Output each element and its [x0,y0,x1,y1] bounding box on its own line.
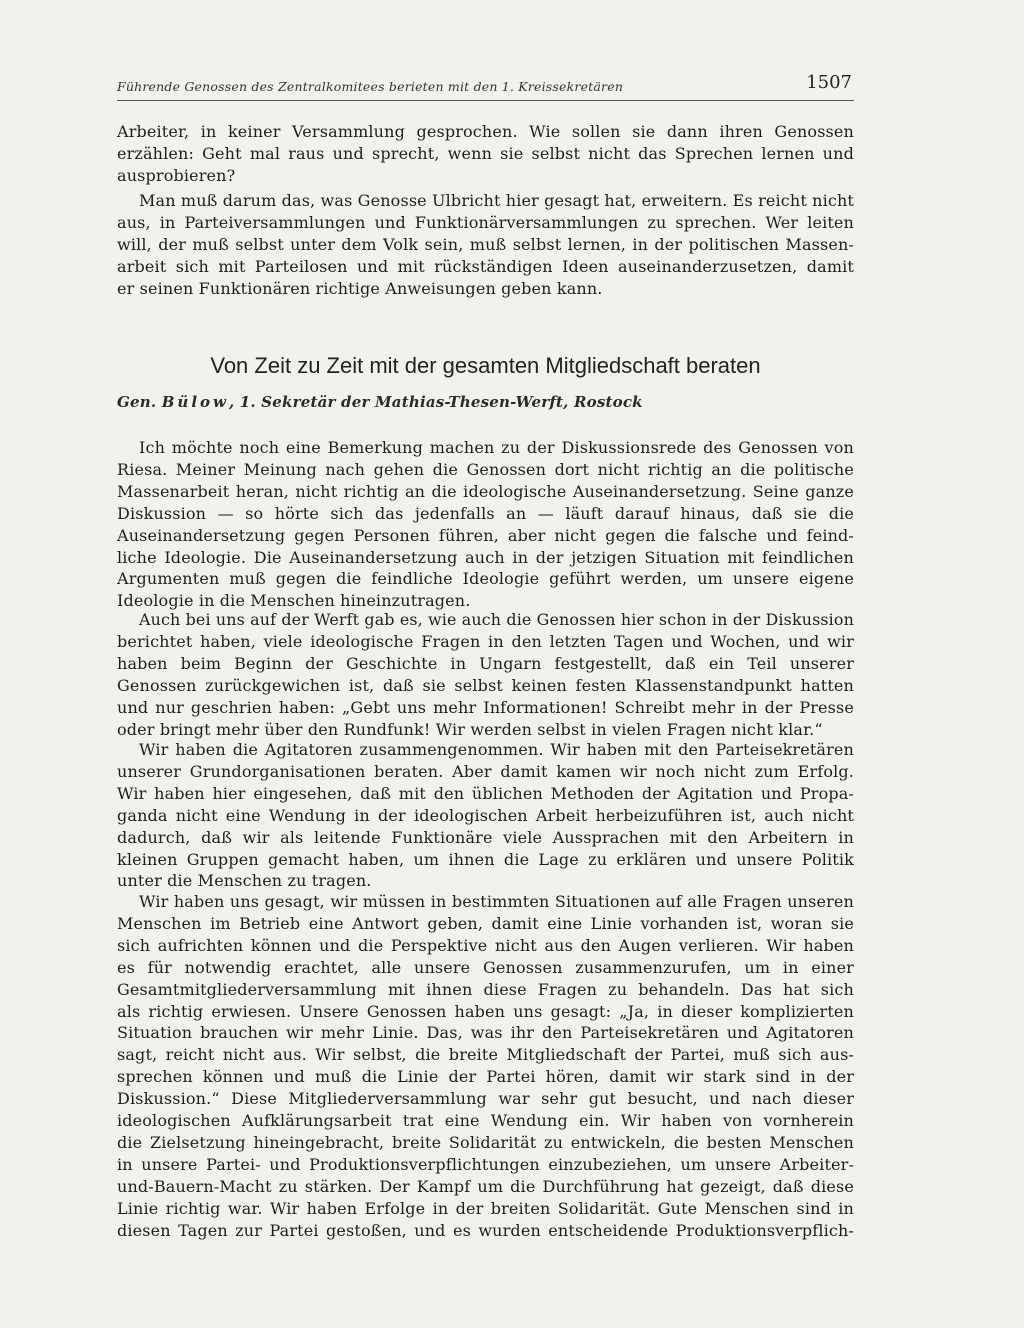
text-line: oder bringt mehr über den Rundfunk! Wir werden selbst in vielen Fragen nicht klar.“ [117,719,823,739]
text-line: Auseinandersetzung gegen Personen führen, aber nicht gegen die falsche und feind- [117,525,854,545]
running-header [117,68,854,101]
running-title: Führende Genossen des Zentralkomitees berieten mit den 1. Kreissekretären [117,79,624,94]
text-line: unserer Grundorganisationen beraten. Aber damit kamen wir noch nicht zum Erfolg. [117,761,854,781]
text-line: Gesamtmitgliederversammlung mit ihnen diese Fragen zu behandeln. Das hat sich [117,979,854,999]
paragraph [117,609,854,740]
text-line: Wir haben hier eingesehen, daß mit den üblichen Methoden der Agitation und Propa- [117,783,854,803]
text-line: Wir haben die Agitatoren zusammengenommen. Wir haben mit den Parteisekretären [139,740,854,759]
text-line: Argumenten muß gegen die feindliche Ideologie geführt werden, um unsere eigene [117,569,854,589]
byline-rest: , 1. Sekretär der Mathias-Thesen-Werft, Rostock [228,393,643,411]
paragraph [117,190,854,300]
text-line: und nur geschrien haben: „Gebt uns mehr Informationen! Schreibt mehr in der Presse [117,697,854,717]
text-line: die Zielsetzung hineingebracht, breite Solidarität zu entwickeln, die besten Menschen [117,1132,854,1152]
text-line: Massenarbeit heran, nicht richtig an die ideologische Auseinandersetzung. Seine ganze [117,481,854,501]
text-line: kleinen Gruppen gemacht haben, um ihnen die Lage zu erklären und unsere Politik [117,849,854,869]
paragraph [117,437,854,612]
text-line: ausprobieren? [117,165,236,185]
text-line: ideologischen Aufklärungsarbeit trat eine Wendung ein. Wir haben von vornherein [117,1111,854,1131]
text-line: berichtet haben, viele ideologische Fragen in den letzten Tagen und Wochen, und wir [117,631,854,651]
text-line: arbeit sich mit Parteilosen und mit rückständigen Ideen auseinanderzusetzen, damit [117,256,854,276]
text-line: diesen Tagen zur Partei gestoßen, und es wurden entscheidende Produktionsverpflich- [117,1220,854,1240]
text-line: in unsere Partei- und Produktionsverpflichtungen einzubeziehen, um unsere Arbeiter- [117,1154,854,1174]
text-line: liche Ideologie. Die Auseinandersetzung auch in der jetzigen Situation mit feindlichen [117,547,854,567]
text-line: Ich möchte noch eine Bemerkung machen zu der Diskussionsrede des Genossen von [139,438,854,457]
text-line: Genossen zurückgewichen ist, daß sie selbst keinen festen Klassenstandpunkt hatten [117,675,854,695]
text-line: Wir haben uns gesagt, wir müssen in bestimmten Situationen auf alle Fragen unseren [139,892,854,911]
text-line: Man muß darum das, was Genosse Ulbricht hier gesagt hat, erweitern. Es reicht nicht [139,191,854,210]
text-line: sagt, reicht nicht aus. Wir selbst, die breite Mitgliedschaft der Partei, muß sich aus- [117,1045,854,1065]
page-number: 1507 [806,72,852,93]
paragraph [117,121,854,187]
text-line: Situation brauchen wir mehr Linie. Das, was ihr den Parteisekretären und Agitatoren [117,1023,854,1043]
byline-prefix: Gen. [117,393,157,411]
text-line: erzählen: Geht mal raus und sprecht, wenn sie selbst nicht das Sprechen lernen und [117,143,854,163]
text-line: sich aufrichten können und die Perspektive nicht aus den Augen verlieren. Wir haben [117,935,854,955]
byline-name: Bülow [161,393,229,411]
text-line: Menschen im Betrieb eine Antwort geben, damit eine Linie vorhanden ist, woran sie [117,913,854,933]
text-line: er seinen Funktionären richtige Anweisungen geben kann. [117,278,603,298]
text-line: Diskussion.“ Diese Mitgliederversammlung war sehr gut besucht, und nach dieser [117,1089,854,1109]
text-line: haben beim Beginn der Geschichte in Ungarn festgestellt, daß ein Teil unserer [117,653,854,673]
text-line: will, der muß selbst unter dem Volk sein, muß selbst lernen, in der politischen Massen- [117,234,854,254]
text-line: aus, in Parteiversammlungen und Funktionärversammlungen zu sprechen. Wer leiten [117,212,854,232]
text-line: als richtig erwiesen. Unsere Genossen haben uns gesagt: „Ja, in dieser komplizierten [117,1001,854,1021]
text-line: Diskussion — so hörte sich das jedenfalls an — läuft darauf hinaus, daß sie die [117,503,854,523]
text-line: dadurch, daß wir als leitende Funktionäre viele Aussprachen mit den Arbeitern in [117,827,854,847]
text-line: Ideologie in die Menschen hineinzutragen. [117,591,471,611]
text-line: unter die Menschen zu tragen. [117,871,372,891]
text-line: und-Bauern-Macht zu stärken. Der Kampf um die Durchführung hat gezeigt, daß diese [117,1176,854,1196]
text-line: sprechen können und muß die Linie der Partei hören, damit wir stark sind in der [117,1067,854,1087]
text-line: Auch bei uns auf der Werft gab es, wie auch die Genossen hier schon in der Diskussion [139,610,854,629]
text-line: es für notwendig erachtet, alle unsere Genossen zusammenzurufen, um in einer [117,957,854,977]
paragraph [117,739,854,892]
text-line: ganda nicht eine Wendung in der ideologischen Arbeit herbeizuführen ist, auch nicht [117,805,854,825]
text-line: Arbeiter, in keiner Versammlung gesprochen. Wie sollen sie dann ihren Genossen [117,122,854,141]
paragraph [117,891,854,1242]
section-heading: Von Zeit zu Zeit mit der gesamten Mitgliedschaft beraten [210,353,761,378]
text-line: Linie richtig war. Wir haben Erfolge in der breiten Solidarität. Gute Menschen sind in [117,1198,854,1218]
text-line: Riesa. Meiner Meinung nach gehen die Genossen dort nicht richtig an die politische [117,459,854,479]
byline [117,393,854,411]
